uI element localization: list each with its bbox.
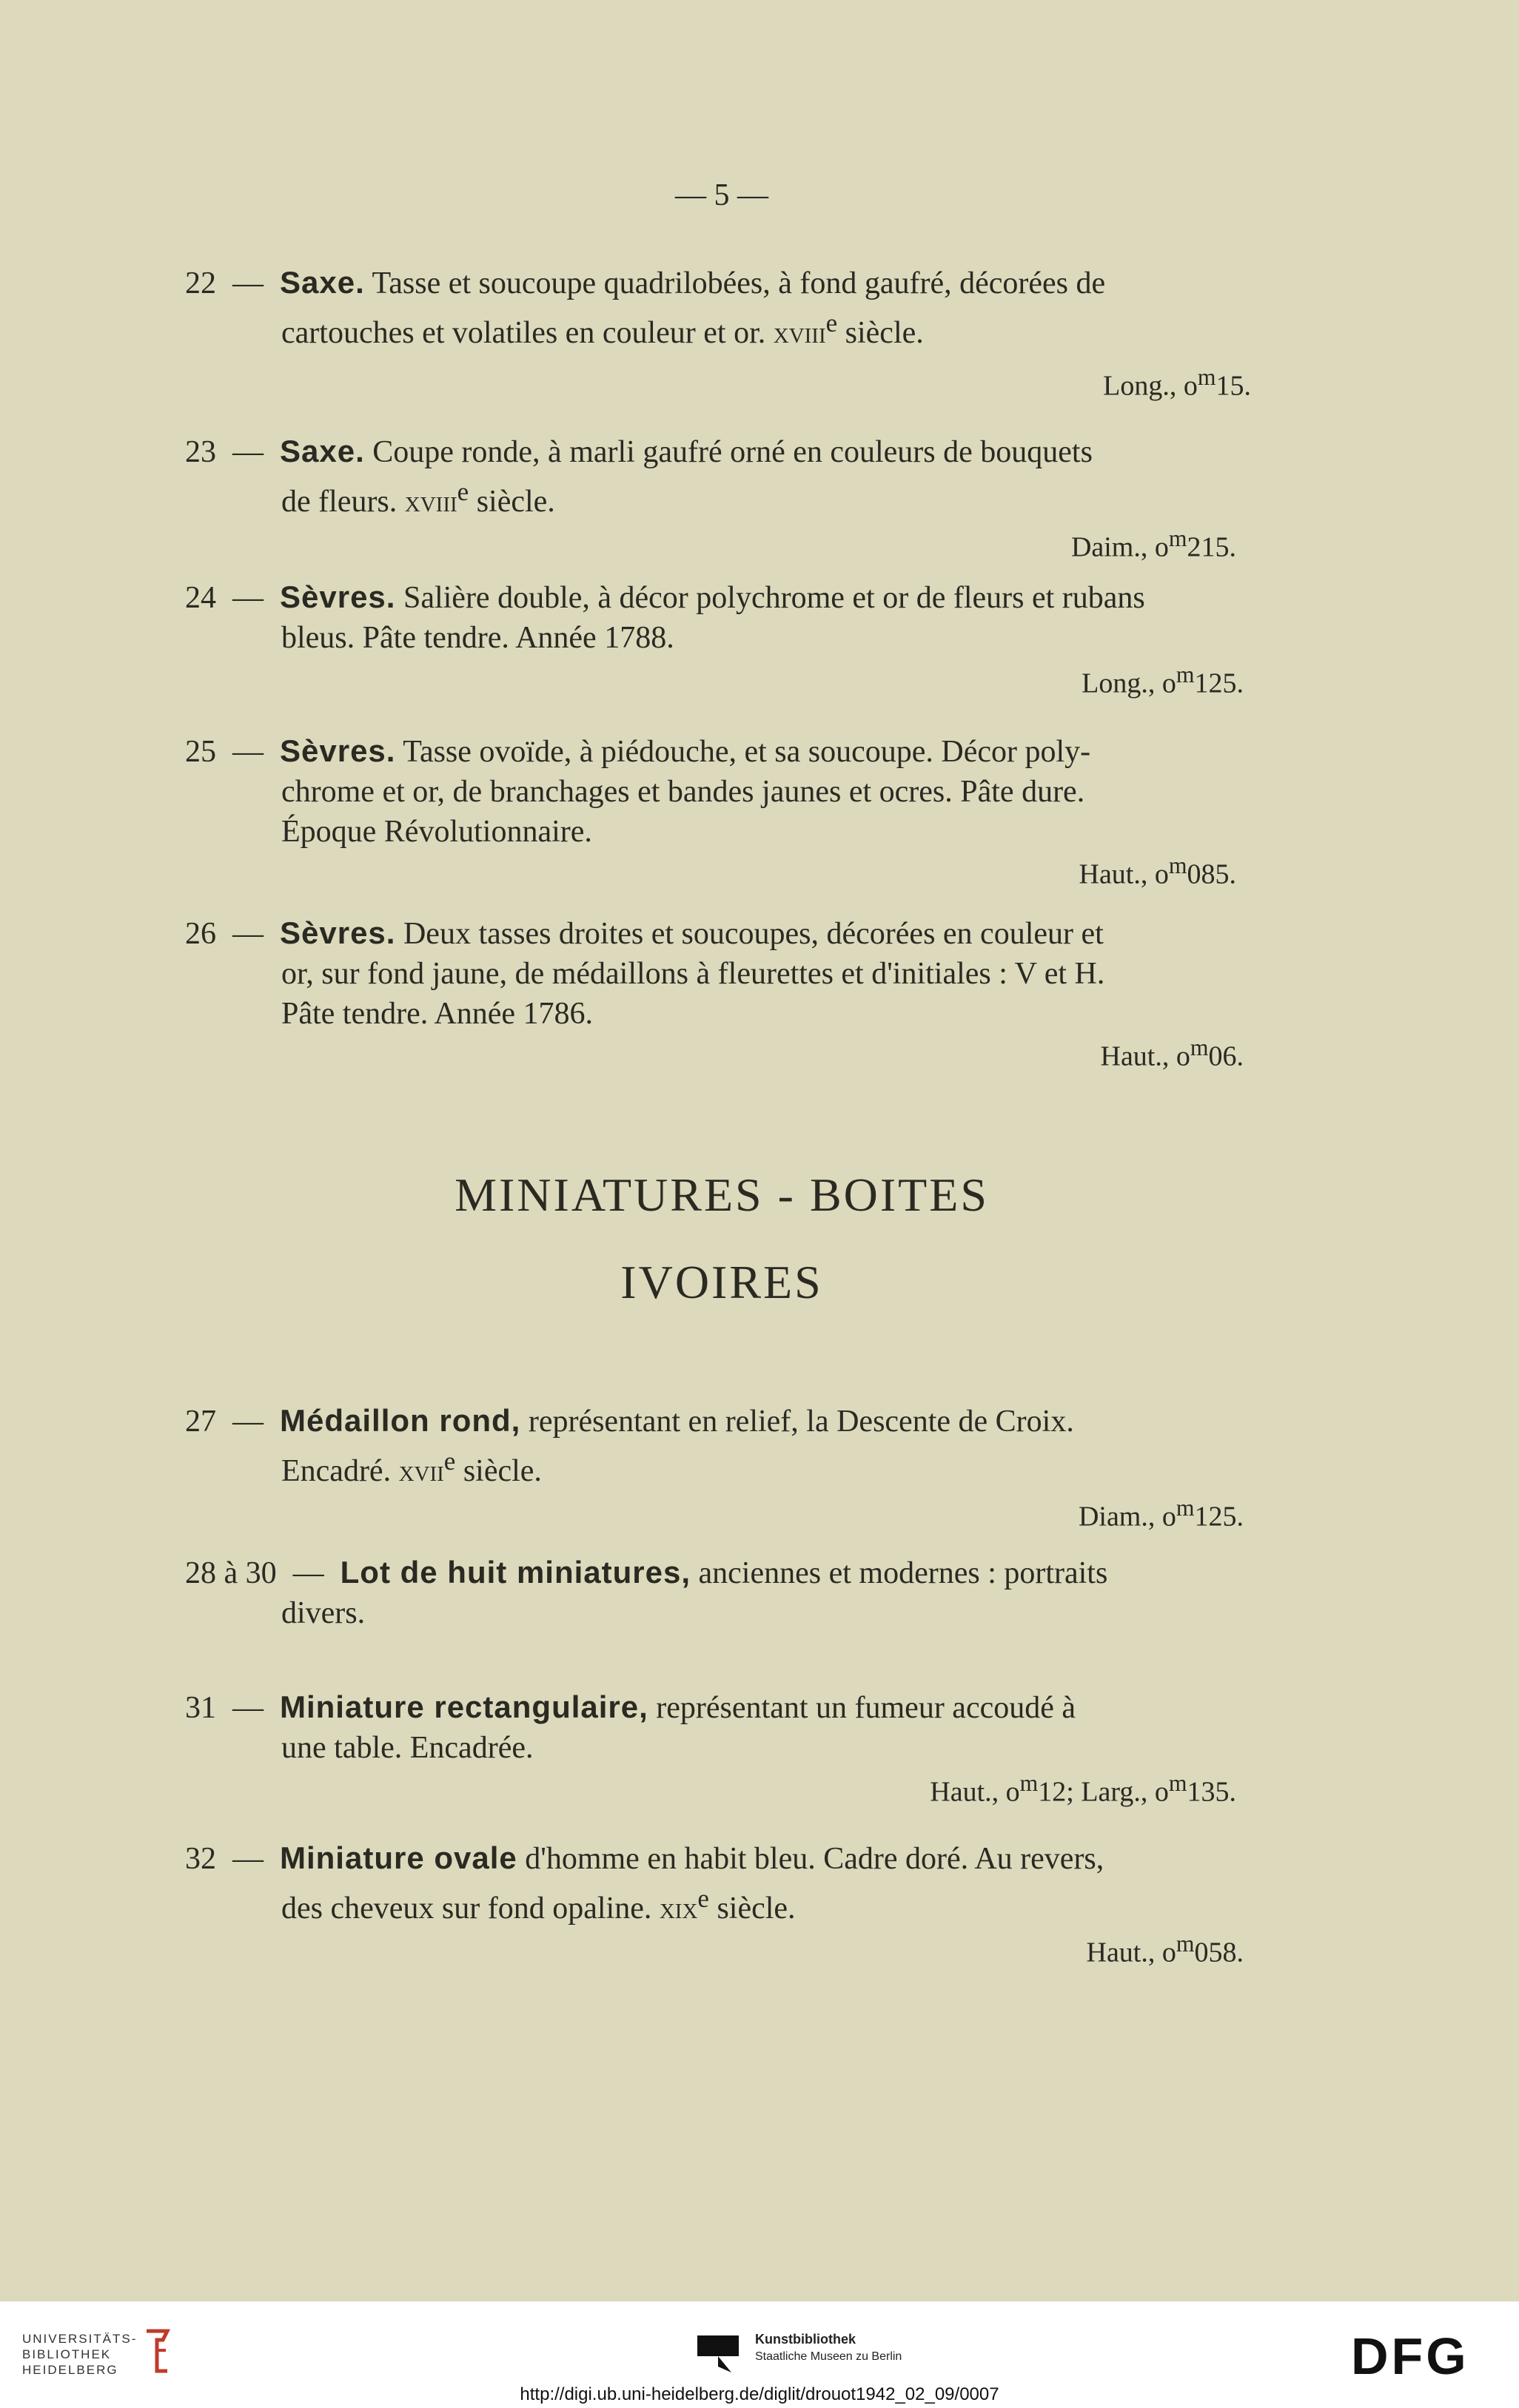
- university-library-name: UNIVERSITÄTS- BIBLIOTHEK HEIDELBERG: [22, 2332, 138, 2377]
- entry-title: Lot de huit miniatures,: [340, 1555, 691, 1590]
- entry-number: 22: [185, 266, 216, 300]
- entry-number: 24: [185, 581, 216, 615]
- entry-number: 25: [185, 735, 216, 769]
- entry-title: Miniature rectangulaire,: [280, 1689, 648, 1724]
- entry-number: 32: [185, 1842, 216, 1876]
- digitization-footer: [0, 2301, 1519, 2408]
- entry-title: Saxe.: [280, 265, 365, 300]
- catalog-entry-28-30: 28 à 30 — Lot de huit miniatures, anciennes et modernes : portraits divers.: [185, 1555, 1108, 1630]
- entry-dimension: Daim., $o^m215$.: [1070, 525, 1236, 563]
- entry-number: 27: [185, 1405, 216, 1439]
- entry-title: Sèvres.: [280, 733, 396, 768]
- entry-number: 26: [185, 917, 216, 951]
- entry-title: Sèvres.: [280, 579, 396, 614]
- entry-dimension: Long., $o^m15$.: [1103, 364, 1251, 402]
- kunstbibliothek-label: Kunstbibliothek Staatliche Museen zu Berlin: [755, 2332, 902, 2363]
- entry-title: Médaillon rond,: [280, 1403, 521, 1438]
- entry-number: 28 à 30: [185, 1556, 277, 1590]
- page-number: — 5 —: [675, 178, 768, 212]
- catalog-entry-25: 25 — Sèvres. Tasse ovoïde, à piédouche, et sa soucoupe. Décor poly- chrome et or, de branchages et bandes jaunes et ocres. Pâte dure. Époque Révolutionnaire. Haut., $o^m085$.: [185, 731, 1258, 895]
- catalog-entry-31: 31 — Miniature rectangulaire, représentant un fumeur accoudé à une table. Encadrée. Haut., $o^m12$; Larg., $o^m135$.: [185, 1687, 1258, 1812]
- entry-dimension: Haut., $o^m06$.: [1100, 1035, 1244, 1072]
- entry-dimension: Haut., $o^m085$.: [1079, 852, 1236, 890]
- kunstbibliothek-logo-icon: [694, 2331, 742, 2375]
- catalog-entry-26: 26 — Sèvres. Deux tasses droites et soucoupes, décorées en couleur et or, sur fond jaune, de médaillons à fleurettes et d'initiales : V et H. Pâte tendre. Année 1786. Haut., $o^m06$.: [185, 913, 1258, 1077]
- entry-number: 23: [185, 435, 216, 469]
- catalog-entry-23: 23 — Saxe. Coupe ronde, à marli gaufré orné en couleurs de bouquets de fleurs. xviii$^e$ siècle. Daim., $o^m215$.: [185, 431, 1258, 568]
- entry-dimension: Long., $o^m125$.: [1082, 662, 1244, 699]
- entry-dimension: Diam., $o^m125$.: [1078, 1495, 1244, 1533]
- entry-title: Saxe.: [280, 434, 365, 468]
- dfg-logo: DFG: [1351, 2327, 1469, 2385]
- entry-number: 31: [185, 1691, 216, 1725]
- entry-title: Sèvres.: [280, 915, 396, 950]
- entry-dimension: Haut., $o^m058$.: [1086, 1931, 1244, 1968]
- source-url[interactable]: http://digi.ub.uni-heidelberg.de/diglit/drouot1942_02_09/0007: [520, 2384, 999, 2404]
- catalog-entry-22: 22 — Saxe. Tasse et soucoupe quadrilobées, à fond gaufré, décorées de cartouches et volatiles en couleur et or. xviii$^e$ siècle. Long., $o^m15$.: [185, 263, 1258, 406]
- section-subheading: IVOIRES: [620, 1256, 823, 1308]
- entry-dimension: Haut., $o^m12$; Larg., $o^m135$.: [930, 1770, 1236, 1808]
- catalog-entry-27: 27 — Médaillon rond, représentant en relief, la Descente de Croix. Encadré. xvii$^e$ siècle. Diam., $o^m125$.: [185, 1401, 1258, 1537]
- catalog-entry-24: 24 — Sèvres. Salière double, à décor polychrome et or de fleurs et rubans bleus. Pâte tendre. Année 1788. Long., $o^m125$.: [185, 577, 1258, 704]
- section-heading: MINIATURES - BOITES: [455, 1168, 989, 1221]
- entry-title: Miniature ovale: [280, 1840, 517, 1875]
- catalog-entry-32: 32 — Miniature ovale d'homme en habit bleu. Cadre doré. Au revers, des cheveux sur fond opaline. xix$^e$ siècle. Haut., $o^m058$.: [185, 1838, 1258, 1973]
- university-logo-icon: [141, 2324, 173, 2378]
